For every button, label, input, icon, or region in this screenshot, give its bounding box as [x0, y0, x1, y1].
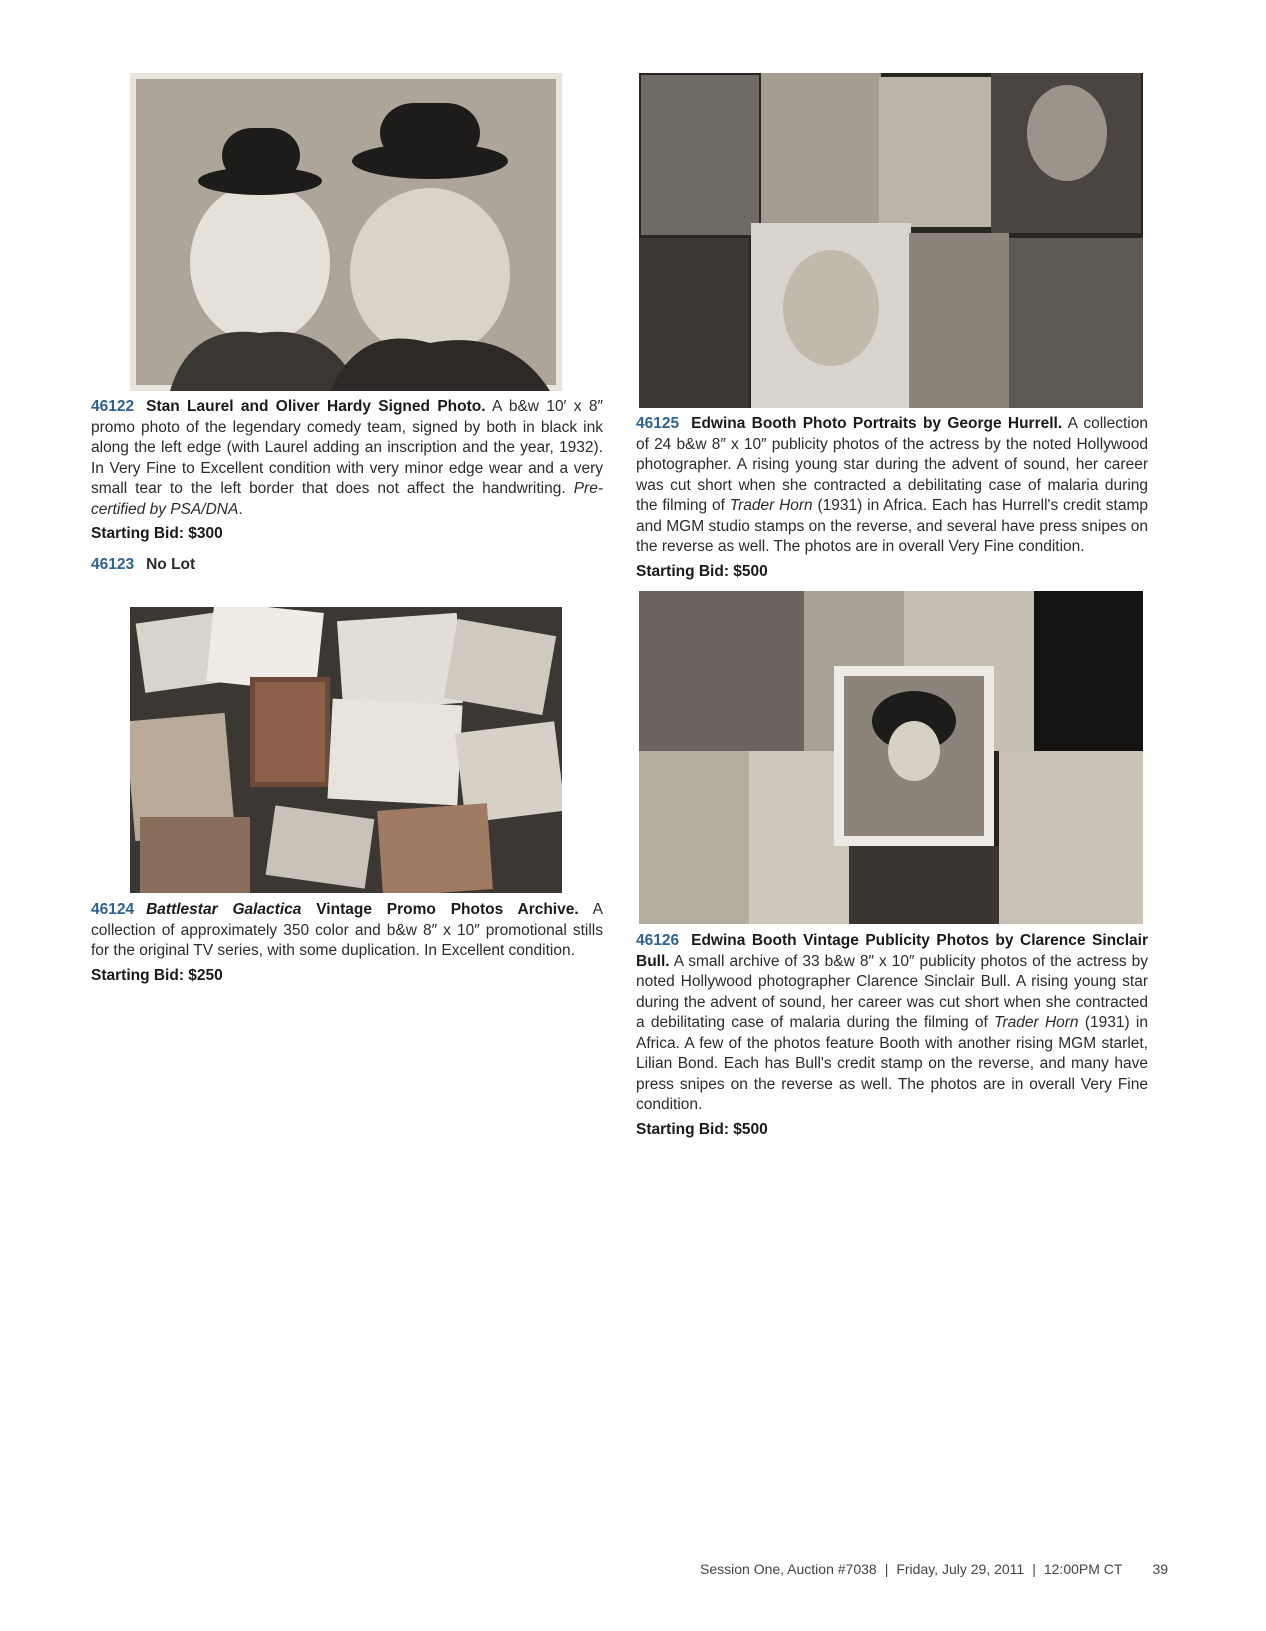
footer-session: Session One, Auction #7038: [700, 1561, 877, 1577]
lot-number: 46126: [636, 932, 680, 949]
lot-number: 46124: [91, 901, 135, 918]
edwina-booth-hurrell-portraits: [639, 73, 1143, 408]
lot-title: Edwina Booth Photo Portraits by George Hurrell.: [691, 415, 1063, 432]
footer-date: Friday, July 29, 2011: [896, 1561, 1025, 1577]
lot-46123: [91, 556, 195, 574]
lot-description: A b&w 10′ x 8″ promo photo of the legendary comedy team, signed by both in black ink along the left edge (with Laurel adding an inscription and the year, 1932). In Very Fine to Excellent condition with very minor edge wear and a very small tear to the left border that does not affect the handwriting.: [91, 398, 603, 497]
lot-46126: [636, 931, 1148, 1140]
footer-time: 12:00PM CT: [1043, 1561, 1123, 1577]
lot-description: A collection of 24 b&w 8″ x 10″ publicity photos of the actress by the noted Hollywood photographer. A rising young star during the advent of sound, her career was cut short when she contracted a debilitating case of malaria during the filming of Trader Horn (1931) in Africa. Each has Hurrell's credit stamp and MGM studio stamps on the reverse, and several have press snipes on the reverse as well. The photos are in overall Very Fine condition.: [636, 415, 1148, 555]
lot-46125: [636, 414, 1148, 582]
starting-bid: Starting Bid: $250: [91, 966, 223, 984]
lot-number: 46125: [636, 415, 680, 432]
lot-description: A collection of approximately 350 color and b&w 8″ x 10″ promotional stills for the original TV series, with some duplication. In Excellent condition.: [91, 901, 604, 959]
battlestar-galactica-photo-collage: [130, 607, 562, 893]
starting-bid: Starting Bid: $300: [91, 525, 223, 542]
lot-title: No Lot: [146, 556, 196, 573]
page-number: 39: [1152, 1561, 1169, 1577]
lot-title: Battlestar Galactica Vintage Promo Photos Archive.: [146, 901, 579, 918]
lot-number: 46123: [91, 556, 135, 573]
footer-separator: |: [1032, 1561, 1036, 1577]
lot-46124: [91, 900, 603, 986]
lot-number: 46122: [91, 398, 135, 415]
lot-title: Stan Laurel and Oliver Hardy Signed Photo.: [146, 398, 486, 415]
lot-certification: Pre-certified by PSA/DNA: [91, 480, 603, 518]
lot-title: Edwina Booth Vintage Publicity Photos by Clarence Sinclair Bull.: [636, 932, 1148, 970]
page-footer: [700, 1561, 1168, 1577]
starting-bid: Starting Bid: $500: [636, 562, 768, 580]
footer-separator: |: [884, 1561, 889, 1577]
lot-46122: 46122 Stan Laurel and Oliver Hardy Signed Photo. A b&w 10′ x 8″ promo photo of the legendary comedy team, signed by both in black ink along the left edge (with Laurel adding an inscription and the year, 1932). In Very Fine to Excellent condition with very minor edge wear and a very small tear to the left border that does not affect the handwriting. Pre-certified by PSA/DNA. Starting Bid: $300: [91, 397, 603, 545]
starting-bid: Starting Bid: $500: [636, 1120, 768, 1138]
laurel-hardy-photo: [130, 73, 562, 391]
lot-description: A small archive of 33 b&w 8″ x 10″ publicity photos of the actress by noted Hollywood photographer Clarence Sinclair Bull. A rising young star during the advent of sound, her career was cut short when she contracted a debilitating case of malaria during the filming of Trader Horn (1931) in Africa. A few of the photos feature Booth with another rising MGM starlet, Lilian Bond. Each has Bull's credit stamp on the reverse, and many have press snipes on the reverse as well. The photos are in overall Very Fine condition.: [636, 952, 1148, 1113]
edwina-booth-bull-photos: [639, 591, 1143, 924]
